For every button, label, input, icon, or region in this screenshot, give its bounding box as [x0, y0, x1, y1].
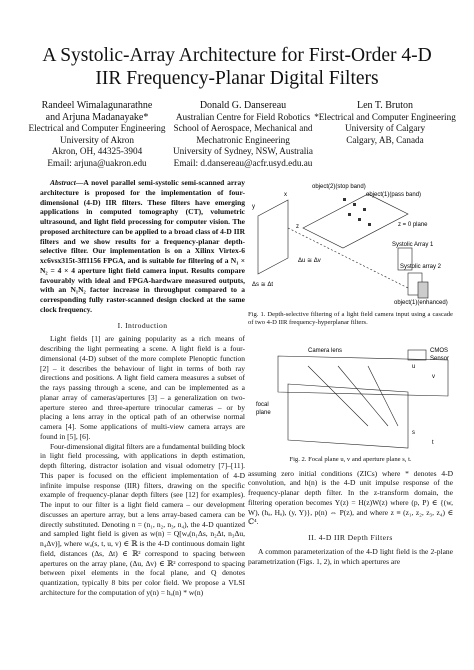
- author-affiliation: Akron, OH, 44325-3904: [51, 146, 143, 157]
- author-affiliation: *Electrical and Computer Engineering: [314, 111, 456, 122]
- ray-line: [308, 366, 368, 426]
- left-column: [40, 178, 245, 598]
- ray-line: [368, 366, 398, 426]
- author-affiliation: Calgary, AB, Canada: [346, 134, 424, 145]
- title-line-2: IIR Frequency-Planar Digital Filters: [95, 68, 379, 89]
- right-column: [248, 178, 453, 566]
- grid-cell: [368, 223, 371, 226]
- figure-1-caption: Fig. 1. Depth-selective filtering of a light field camera input using a cascade of two 4-D IIR frequency-hyperplanar filters.: [248, 310, 453, 327]
- figure-2-diagram: [248, 336, 453, 454]
- label-z: z: [296, 224, 299, 230]
- section-1-heading: I. Introduction: [117, 320, 168, 330]
- label-object-enhanced: object(1)(enhanced): [394, 300, 448, 306]
- right-paragraph-2: A common parameterization of the 4-D light field is the 2-plane parametrization (Figs. 1, 2), in which apertures are: [248, 546, 453, 566]
- grid-cell: [363, 208, 366, 211]
- author-name: Randeel Wimalagunarathne: [41, 100, 153, 111]
- ray-line: [338, 366, 388, 426]
- author-affiliation: Mechatronic Engineering: [196, 134, 290, 145]
- label-v: v: [432, 373, 435, 380]
- label-plane: plane: [256, 409, 271, 416]
- abstract-text: A novel parallel semi-systolic semi-scanned array architecture is proposed for the implementation of four-dimensional (4-D) IIR filters. These filters have emerging applications in computed tomography (CT), volumetric ultrasound, and light field processing for computer vision. The proposed architecture can be applied to a broad class of 4-D IIR filters and we show results for a frequency-planar depth-selective filter. Our implementation is on a Xilinx Virtex-6 xc6vsx315t-3ff1156 FPGA, and is suitable for filtering of a N₁ × N₂ = 4 × 4 aperture light field camera input. Results compare favourably with ideal and FPGA-hardware measured outputs, with an N₁N₂ factor increase in throughput compared to a corresponding fully raster-scanned design clocked at the same clock frequency.: [40, 178, 245, 314]
- intro-paragraph-1: Light fields [1] are gaining popularity as a rich means of describing the light permeating a scene. A light field is a four-dimensional (4-D) subset of the more complete Plenoptic function [2] – it describes the behaviour of light in terms of both ray directions and positions. A light field camera measures a subset of the rays passing through a scene, and can be implemented as a planar array of cameras/apertures [3] – a generalization on two-aperture stereo and three-aperture trinocular cameras – or by placing a lens array in the optical path of an otherwise normal camera [4]. Some applications of multi-view camera arrays are found in [5], [6].: [40, 334, 245, 441]
- author-2: [168, 100, 318, 170]
- grid-cell: [358, 218, 361, 221]
- label-object-1: object(1)(pass band): [366, 192, 422, 198]
- sensor-plane: [278, 356, 448, 396]
- figure-2-caption: Fig. 2. Focal plane u, v and aperture plane s, t.: [289, 456, 412, 464]
- label-x: x: [284, 192, 287, 198]
- author-affiliation: School of Aerospace, Mechanical and: [173, 123, 313, 134]
- label-s: s: [412, 429, 415, 436]
- label-ds: Δs ≅ Δt: [252, 282, 274, 288]
- abstract: Abstract—A novel parallel semi-systolic semi-scanned array architecture is proposed for the implementation of four-dimensional (4-D) IIR filters. These filters have emerging applications in computed tomography (CT), volumetric ultrasound, and light field processing for computer vision. The proposed architecture can be applied to a broad class of 4-D IIR filters and we show results for a frequency-planar depth-selective filter. Our implementation is on a Xilinx Virtex-6 xc6vsx315t-3ff1156 FPGA, and is suitable for filtering of a N₁ × N₂ = 4 × 4 aperture light field camera input. Results compare favourably with ideal and FPGA-hardware measured outputs, with an N₁N₂ factor increase in throughput compared to a corresponding fully raster-scanned design clocked at the same clock frequency.: [40, 178, 245, 314]
- author-affiliation: University of Akron: [59, 134, 134, 145]
- author-name: Len T. Bruton: [356, 100, 413, 111]
- section-2-heading: II. 4-D IIR Depth Filters: [308, 533, 393, 543]
- cmos-sensor-block: [408, 350, 426, 360]
- enhanced-object-block: [418, 282, 428, 298]
- aperture-plane: [258, 200, 288, 274]
- figure-2: [248, 336, 453, 465]
- grid-cell: [348, 213, 351, 216]
- label-systolic-2: Systolic array 2: [400, 264, 442, 270]
- intro-paragraph-2: Four-dimensional digital filters are a fundamental building block in light field processing, with applications in depth estimation, depth filtering, distractor isolation and visual odometry [7]–[11]. This paper is focused on the efficient implementation of 4-D infinite impulse response (IIR) filters, drawing on the specific example of frequency-planar depth filters (see [12] for examples). The input to our filter is a light field camera – our development discusses an aperture array, but a lens array-based camera can be directly substituted. Denoting n = (n₁, n₂, n₃, n₄), the 4-D quantized and sampled light field is given as w(n) = Q[wₐ(n₁Δs, n₂Δt, n₃Δu, n₄Δv)], where wₐ(s, t, u, v) ∈ ℝ is the 4-D continuous domain light field, distances (Δs, Δt) ∈ ℝ² correspond to spacing between apertures on the array plane, (Δu, Δv) ∈ ℝ² correspond to spacing between pixel elements in the focal plane, and Q denotes quantization, typically 8 bits per color field. We propose a VLSI architecture for the computation of y(n) = hₐ(n) * w(n): [40, 441, 245, 597]
- figure-1-diagram: [248, 178, 453, 306]
- author-affiliation: Australian Centre for Field Robotics: [175, 111, 311, 122]
- author-affiliation: University of Sydney, NSW, Australia: [173, 146, 313, 157]
- grid-cell: [353, 203, 356, 206]
- author-affiliation: University of Calgary: [344, 123, 426, 134]
- label-cmos: CMOS: [430, 347, 448, 354]
- label-t: t: [432, 439, 434, 446]
- right-paragraph-1: assuming zero initial conditions (ZICs) where * denotes 4-D convolution, and h(n) is the 4-D unit impulse response of the frequency-planar depth filter. In the z-transform domain, the filtering operation becomes Y(z) = H(z)W(z) where (p, P) ∈ {(w, W), (hₐ, Hₐ), (y, Y)}, p(n) ⇔ P(z), and where z ≡ (z₁, z₂, z₃, z₄) ∈ ℂ⁴.: [248, 468, 453, 527]
- paper-title: [0, 44, 474, 90]
- label-object-2: object(2)(stop band): [312, 184, 366, 190]
- abstract-label: Abstract: [50, 178, 76, 187]
- figure-1: [248, 178, 453, 328]
- label-z-plane: z = 0 plane: [398, 222, 428, 228]
- label-u: u: [412, 363, 416, 370]
- author-1: [22, 100, 172, 170]
- label-systolic-1: Systolic Array 1: [392, 242, 434, 248]
- label-sensor: Sensor: [430, 355, 450, 362]
- author-3: [310, 100, 460, 146]
- label-y: y: [252, 204, 255, 210]
- grid-cell: [343, 198, 346, 201]
- author-affiliation: Electrical and Computer Engineering: [28, 123, 166, 134]
- author-email: Email: arjuna@uakron.edu: [47, 157, 147, 168]
- label-du: Δu ≅ Δv: [298, 258, 321, 264]
- title-line-1: A Systolic-Array Architecture for First-Order 4-D: [42, 45, 432, 66]
- filter-plane: [303, 194, 408, 248]
- label-camera-lens: Camera lens: [308, 347, 343, 354]
- author-name: and Arjuna Madanayake*: [45, 111, 149, 123]
- author-name: Donald G. Dansereau: [199, 100, 287, 111]
- label-focal: focal: [256, 401, 269, 408]
- author-email: Email: d.dansereau@acfr.usyd.edu.au: [173, 157, 313, 168]
